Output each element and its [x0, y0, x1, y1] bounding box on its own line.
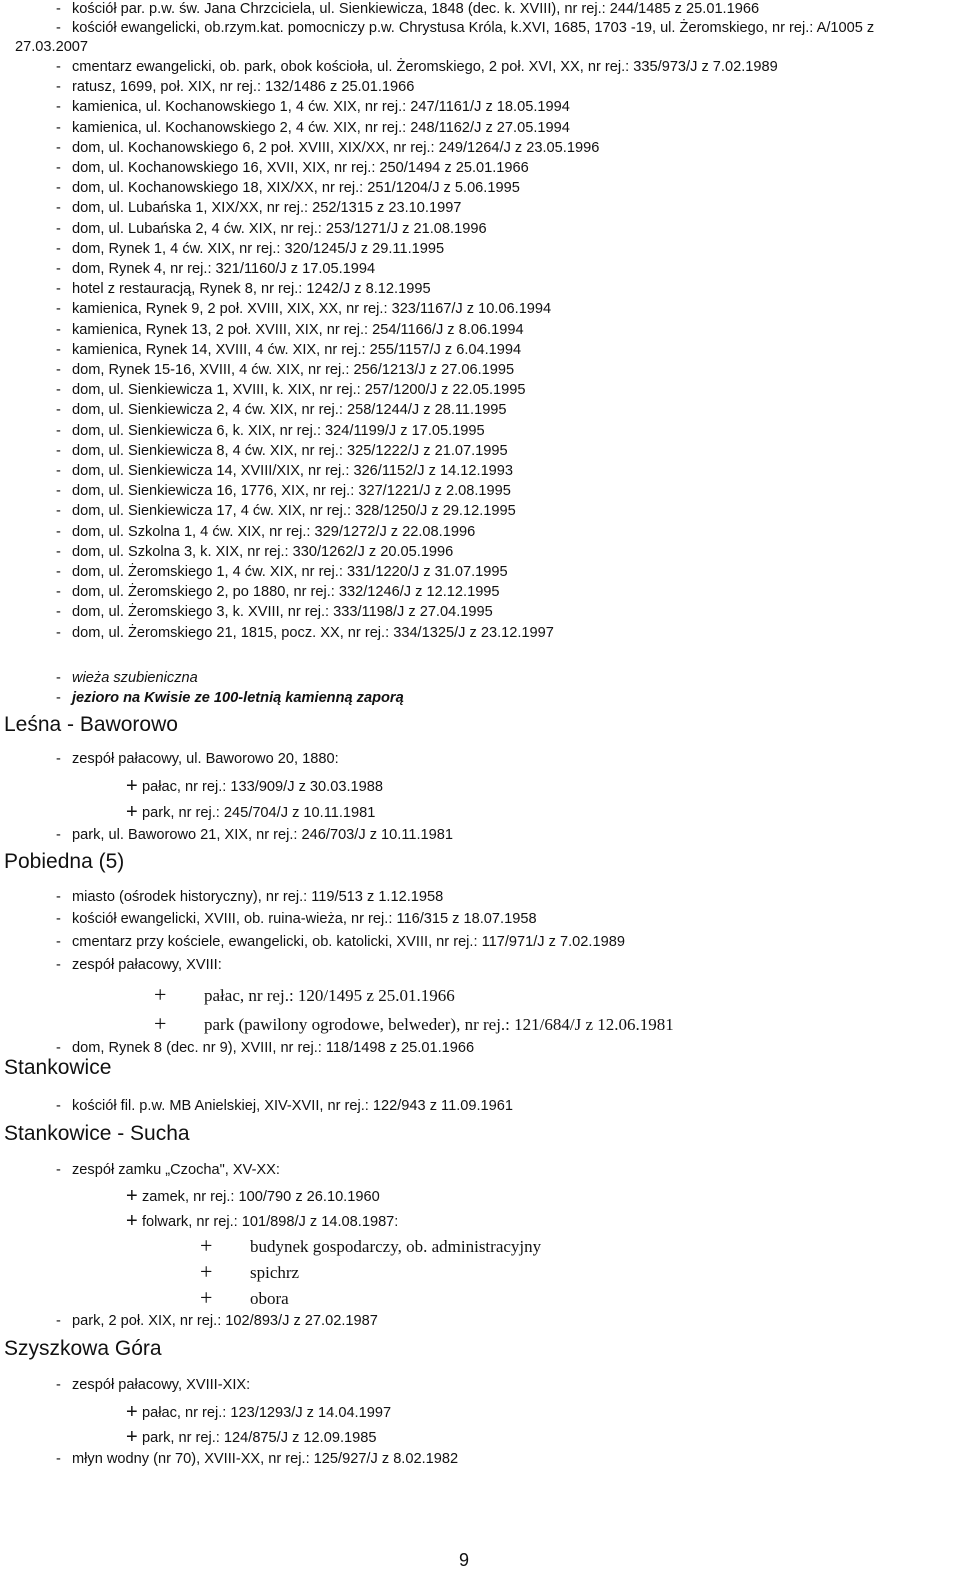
list-item: dom, ul. Sienkiewicza 8, 4 ćw. XIX, nr rej.: 325/1222/J z 21.07.1995	[72, 442, 508, 459]
list-dash: -	[56, 1313, 61, 1329]
plus-bullet: +	[126, 1426, 138, 1448]
plus-bullet: +	[126, 1210, 138, 1232]
plus-bullet: +	[126, 1401, 138, 1423]
list-item: hotel z restauracją, Rynek 8, nr rej.: 1242/J z 8.12.1995	[72, 281, 431, 298]
list-item: dom, ul. Żeromskiego 21, 1815, pocz. XX, nr rej.: 334/1325/J z 23.12.1997	[72, 624, 554, 641]
list-dash: -	[56, 341, 61, 358]
list-dash: -	[56, 1162, 61, 1178]
list-item: zespół pałacowy, XVIII:	[72, 957, 222, 973]
list-dash: -	[56, 604, 61, 621]
list-dash: -	[56, 523, 61, 540]
section-heading: Pobiedna (5)	[4, 850, 125, 873]
list-item: kamienica, Rynek 13, 2 poł. XVIII, XIX, nr rej.: 254/1166/J z 8.06.1994	[72, 321, 524, 338]
sub-sub-list-item: obora	[250, 1289, 289, 1308]
plus-bullet: +	[126, 775, 138, 797]
list-dash: -	[56, 1451, 61, 1467]
list-dash: -	[56, 200, 61, 217]
list-item: kościół fil. p.w. MB Anielskiej, XIV-XVII, nr rej.: 122/943 z 11.09.1961	[72, 1098, 514, 1114]
list-item: zespół zamku „Czocha", XV-XX:	[72, 1162, 280, 1178]
list-dash: -	[56, 1, 61, 17]
list-item: dom, ul. Sienkiewicza 14, XVIII/XIX, nr rej.: 326/1152/J z 14.12.1993	[72, 463, 514, 479]
list-dash: -	[56, 483, 61, 500]
list-item: kamienica, Rynek 9, 2 poł. XVIII, XIX, XX, nr rej.: 323/1167/J z 10.06.1994	[72, 301, 552, 318]
list-item: młyn wodny (nr 70), XVIII-XX, nr rej.: 125/927/J z 8.02.1982	[72, 1451, 459, 1467]
list-item: dom, ul. Żeromskiego 2, po 1880, nr rej.: 332/1246/J z 12.12.1995	[72, 584, 500, 601]
list-item: dom, ul. Lubańska 2, 4 ćw. XIX, nr rej.: 253/1271/J z 21.08.1996	[72, 220, 487, 237]
list-item: dom, ul. Sienkiewicza 16, 1776, XIX, nr rej.: 327/1221/J z 2.08.1995	[72, 483, 511, 500]
list-item: dom, Rynek 8 (dec. nr 9), XVIII, nr rej.: 118/1498 z 25.01.1966	[72, 1040, 475, 1056]
list-dash: -	[56, 139, 61, 156]
list-dash: -	[56, 564, 61, 580]
list-item: cmentarz ewangelicki, ob. park, obok kościoła, ul. Żeromskiego, 2 poł. XVI, XX, nr rej.: 335/973/J z 7.02.1989	[72, 59, 778, 75]
list-dash: -	[56, 1377, 61, 1393]
sub-list-item: park, nr rej.: 124/875/J z 12.09.1985	[142, 1430, 377, 1446]
list-dash: -	[56, 934, 61, 950]
sub-list-item: park (pawilony ogrodowe, belweder), nr rej.: 121/684/J z 12.06.1981	[204, 1015, 674, 1034]
list-item: zespół pałacowy, XVIII-XIX:	[72, 1377, 251, 1393]
list-dash: -	[56, 584, 61, 601]
sub-sub-list-item: spichrz	[250, 1263, 300, 1282]
sub-list-item: folwark, nr rej.: 101/898/J z 14.08.1987:	[142, 1214, 399, 1230]
list-item: ratusz, 1699, poł. XIX, nr rej.: 132/1486 z 25.01.1966	[72, 79, 415, 96]
plus-bullet: +	[154, 982, 167, 1007]
list-dash: -	[56, 79, 61, 96]
list-dash: -	[56, 220, 61, 237]
list-item: dom, ul. Szkolna 1, 4 ćw. XIX, nr rej.: 329/1272/J z 22.08.1996	[72, 523, 476, 540]
list-item: dom, ul. Sienkiewicza 17, 4 ćw. XIX, nr rej.: 328/1250/J z 29.12.1995	[72, 503, 516, 520]
list-item: park, 2 poł. XIX, nr rej.: 102/893/J z 27.02.1987	[72, 1313, 378, 1329]
sub-list-item: park, nr rej.: 245/704/J z 10.11.1981	[142, 805, 376, 821]
list-item-continuation: 27.03.2007	[15, 39, 89, 55]
list-dash: -	[56, 889, 61, 905]
list-item: dom, ul. Żeromskiego 3, k. XVIII, nr rej.: 333/1198/J z 27.04.1995	[72, 604, 493, 621]
list-dash: -	[56, 422, 61, 439]
list-dash: -	[56, 911, 61, 927]
list-item: dom, ul. Lubańska 1, XIX/XX, nr rej.: 252/1315 z 23.10.1997	[72, 200, 462, 217]
list-dash: -	[56, 751, 61, 767]
list-item: park, ul. Baworowo 21, XIX, nr rej.: 246/703/J z 10.11.1981	[72, 827, 454, 843]
section-heading: Stankowice	[4, 1056, 112, 1079]
list-dash: -	[56, 463, 61, 479]
plus-bullet: +	[200, 1285, 213, 1310]
list-item: miasto (ośrodek historyczny), nr rej.: 119/513 z 1.12.1958	[72, 889, 444, 905]
list-dash: -	[56, 1040, 61, 1056]
list-dash: -	[56, 20, 61, 36]
list-item: kościół ewangelicki, ob.rzym.kat. pomocniczy p.w. Chrystusa Króla, k.XVI, 1685, 1703 -19, ul. Żeromskiego, nr rej.: A/1005 z	[72, 20, 875, 36]
list-dash: -	[56, 362, 61, 378]
list-item: kamienica, ul. Kochanowskiego 2, 4 ćw. XIX, nr rej.: 248/1162/J z 27.05.1994	[72, 119, 570, 136]
sub-list-item: pałac, nr rej.: 133/909/J z 30.03.1988	[142, 779, 383, 795]
section-heading: Leśna - Baworowo	[4, 713, 178, 736]
list-dash: -	[56, 321, 61, 338]
list-item: zespół pałacowy, ul. Baworowo 20, 1880:	[72, 751, 339, 767]
list-item: dom, ul. Kochanowskiego 18, XIX/XX, nr rej.: 251/1204/J z 5.06.1995	[72, 180, 520, 197]
list-dash: -	[56, 382, 61, 399]
list-dash: -	[56, 99, 61, 116]
list-item: dom, Rynek 4, nr rej.: 321/1160/J z 17.05.1994	[72, 261, 376, 277]
list-dash: -	[56, 160, 61, 176]
sub-list-item: pałac, nr rej.: 123/1293/J z 14.04.1997	[142, 1405, 392, 1421]
plus-bullet: +	[126, 1185, 138, 1207]
list-item: dom, ul. Sienkiewicza 2, 4 ćw. XIX, nr rej.: 258/1244/J z 28.11.1995	[72, 402, 507, 419]
list-dash: -	[56, 624, 61, 641]
list-item: wieża szubieniczna	[72, 670, 198, 686]
list-item: dom, ul. Żeromskiego 1, 4 ćw. XIX, nr rej.: 331/1220/J z 31.07.1995	[72, 564, 508, 580]
list-dash: -	[56, 59, 61, 75]
list-item: kościół par. p.w. św. Jana Chrzciciela, ul. Sienkiewicza, 1848 (dec. k. XVIII), nr rej.: 244/1485 z 25.01.1966	[72, 1, 760, 17]
list-item: kościół ewangelicki, XVIII, ob. ruina-wieża, nr rej.: 116/315 z 18.07.1958	[72, 911, 537, 927]
list-dash: -	[56, 180, 61, 197]
list-dash: -	[56, 690, 61, 706]
list-item: cmentarz przy kościele, ewangelicki, ob. katolicki, XVIII, nr rej.: 117/971/J z 7.02.1989	[72, 934, 625, 950]
list-item: kamienica, Rynek 14, XVIII, 4 ćw. XIX, nr rej.: 255/1157/J z 6.04.1994	[72, 341, 522, 358]
list-item: jezioro na Kwisie ze 100-letnią kamienną zaporą	[72, 690, 404, 706]
section-heading: Szyszkowa Góra	[4, 1337, 162, 1360]
list-dash: -	[56, 1098, 61, 1114]
plus-bullet: +	[200, 1233, 213, 1258]
list-item: kamienica, ul. Kochanowskiego 1, 4 ćw. XIX, nr rej.: 247/1161/J z 18.05.1994	[72, 99, 570, 116]
sub-sub-list-item: budynek gospodarczy, ob. administracyjny	[250, 1237, 542, 1256]
list-dash: -	[56, 503, 61, 520]
list-item: dom, ul. Sienkiewicza 6, k. XIX, nr rej.: 324/1199/J z 17.05.1995	[72, 422, 485, 439]
list-dash: -	[56, 301, 61, 318]
list-item: dom, Rynek 15-16, XVIII, 4 ćw. XIX, nr rej.: 256/1213/J z 27.06.1995	[72, 362, 515, 378]
list-item: dom, ul. Sienkiewicza 1, XVIII, k. XIX, nr rej.: 257/1200/J z 22.05.1995	[72, 382, 526, 399]
section-heading: Stankowice - Sucha	[4, 1122, 190, 1145]
list-dash: -	[56, 670, 61, 686]
page-number: 9	[459, 1550, 470, 1570]
list-dash: -	[56, 957, 61, 973]
list-dash: -	[56, 543, 61, 560]
list-dash: -	[56, 281, 61, 298]
plus-bullet: +	[200, 1259, 213, 1284]
sub-list-item: pałac, nr rej.: 120/1495 z 25.01.1966	[204, 986, 455, 1005]
list-dash: -	[56, 827, 61, 843]
list-item: dom, ul. Kochanowskiego 16, XVII, XIX, nr rej.: 250/1494 z 25.01.1966	[72, 160, 529, 176]
list-item: dom, ul. Kochanowskiego 6, 2 poł. XVIII, XIX/XX, nr rej.: 249/1264/J z 23.05.1996	[72, 139, 600, 156]
sub-list-item: zamek, nr rej.: 100/790 z 26.10.1960	[142, 1189, 380, 1205]
list-dash: -	[56, 240, 61, 257]
plus-bullet: +	[126, 801, 138, 823]
list-item: dom, ul. Szkolna 3, k. XIX, nr rej.: 330/1262/J z 20.05.1996	[72, 543, 454, 560]
list-dash: -	[56, 119, 61, 136]
list-dash: -	[56, 261, 61, 277]
list-item: dom, Rynek 1, 4 ćw. XIX, nr rej.: 320/1245/J z 29.11.1995	[72, 240, 445, 257]
list-dash: -	[56, 442, 61, 459]
plus-bullet: +	[154, 1011, 167, 1036]
list-dash: -	[56, 402, 61, 419]
